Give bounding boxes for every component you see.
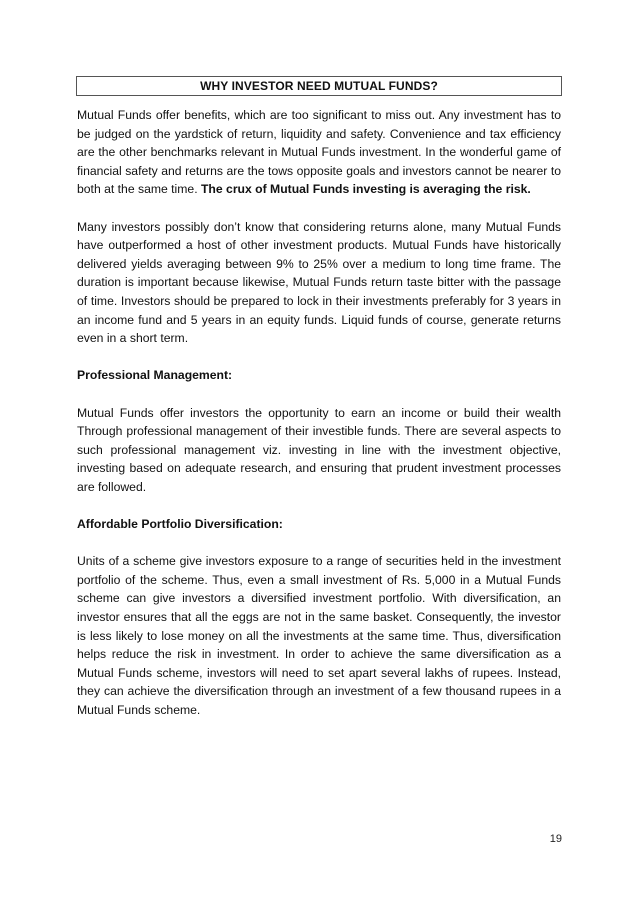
page-number: 19 (549, 833, 562, 845)
page-title: WHY INVESTOR NEED MUTUAL FUNDS? (76, 76, 562, 96)
intro-text: Mutual Funds offer benefits, which are too significant to miss out. Any investment has to be judged on the yardstick of return, liquidity and safety. Convenience and tax efficiency are the other benchmarks relevant in Mutual Funds investment. In the wonderful game of financial safety and returns are the tows opposite goals and investors cannot be nearer to both at the same time. (77, 108, 561, 197)
returns-paragraph: Many investors possibly don’t know that considering returns alone, many Mutual Funds have outperformed a host of other investment products. Mutual Funds have historically delivered yields averaging between 9% to 25% over a medium to long time frame. The duration is important because likewise, Mutual Funds return taste bitter with the passage of time. Investors should be prepared to lock in their investments preferably for 3 years in an income fund and 5 years in an equity funds. Liquid funds of course, generate returns even in a short term. (77, 219, 561, 346)
diversification-heading: Affordable Portfolio Diversification: (77, 517, 283, 532)
intro-bold-text: The crux of Mutual Funds investing is averaging the risk. (200, 182, 531, 197)
professional-management-paragraph: Mutual Funds offer investors the opportunity to earn an income or build their wealth Through professional management of their investible funds. There are several aspects to such professional management viz. investing in line with the investment objective, investing based on adequate research, and ensuring that prudent investment processes are followed. (77, 405, 561, 494)
professional-management-heading: Professional Management: (77, 368, 233, 383)
document-body (77, 106, 561, 738)
intro-paragraph (77, 106, 561, 199)
diversification-paragraph: Units of a scheme give investors exposure to a range of securities held in the investment portfolio of the scheme. Thus, even a small investment of Rs. 5,000 in a Mutual Funds scheme can give investors a diversified investment portfolio. With diversification, an investor ensures that all the eggs are not in the same basket. Consequently, the investor is less likely to lose money on all the investments at the same time. Thus, diversification helps reduce the risk in investment. In order to achieve the same diversification as a Mutual Funds scheme, investors will need to set apart several lakhs of rupees. Instead, they can achieve the diversification through an investment of a few thousand rupees in a Mutual Funds scheme. (77, 554, 561, 717)
